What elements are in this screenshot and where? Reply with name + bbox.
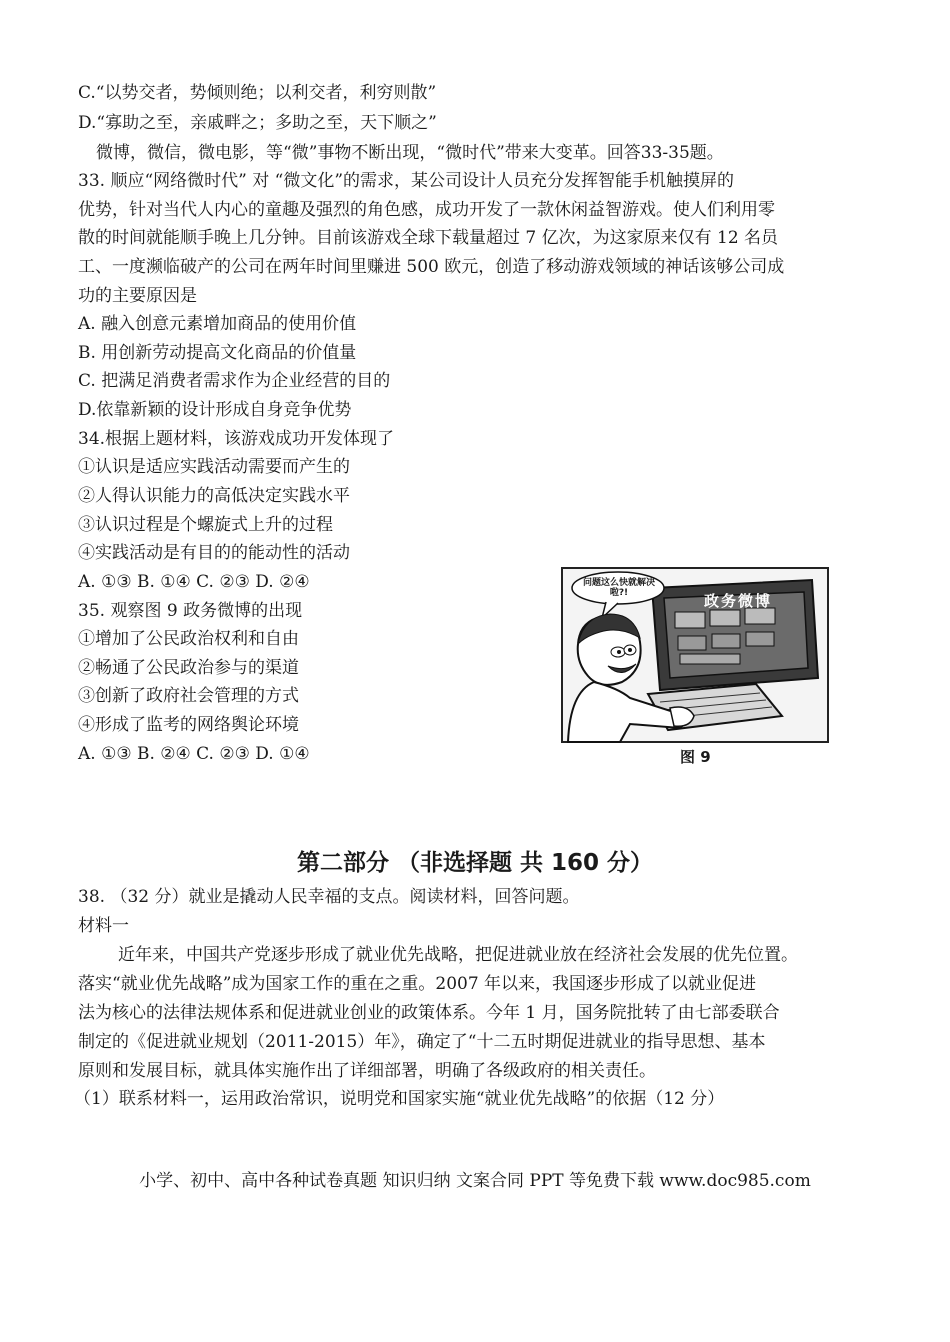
- q33-option-b: B. 用创新劳动提高文化商品的价值量: [78, 343, 357, 363]
- q34-answers: A. ①③ B. ①④ C. ②③ D. ②④: [78, 572, 310, 592]
- option-d-prev: D.“寡助之至，亲戚畔之；多助之至，天下顺之”: [78, 113, 437, 133]
- q35-item-3: ③创新了政府社会管理的方式: [78, 686, 299, 706]
- q35-item-1: ①增加了公民政治权利和自由: [78, 629, 299, 649]
- q34-item-4: ④实践活动是有目的的能动性的活动: [78, 543, 350, 563]
- material-paragraph-line: 近年来，中国共产党逐步形成了就业优先战略，把促进就业放在经济社会发展的优先位置。: [118, 945, 798, 965]
- material-paragraph-line: 落实“就业优先战略”成为国家工作的重在之重。2007 年以来，我国逐步形成了以就业促进: [78, 974, 757, 994]
- q33-stem-line: 33. 顺应“网络微时代” 对 “微文化”的需求，某公司设计人员充分发挥智能手机触摸屏的: [78, 171, 735, 191]
- q33-stem-line: 功的主要原因是: [78, 286, 197, 306]
- q33-stem-line: 散的时间就能顺手晚上几分钟。目前该游戏全球下载量超过 7 亿次，为这家原来仅有 12 名员: [78, 228, 779, 248]
- page-footer: 小学、初中、高中各种试卷真题 知识归纳 文案合同 PPT 等免费下载 www.doc985.com: [139, 1171, 811, 1191]
- material-paragraph-line: 制定的《促进就业规划（2011-2015）年》，确定了“十二五时期促进就业的指导思想、基本: [78, 1032, 766, 1052]
- material-paragraph-line: 原则和发展目标，就具体实施作出了详细部署，明确了各级政府的相关责任。: [78, 1061, 656, 1081]
- q33-stem-line: 工、一度濒临破产的公司在两年时间里赚进 500 欧元，创造了移动游戏领域的神话该够公司成: [78, 257, 785, 277]
- option-c-prev: C.“以势交者，势倾则绝；以利交者，利穷则散”: [78, 83, 437, 103]
- q35-item-2: ②畅通了公民政治参与的渠道: [78, 658, 299, 678]
- figure-caption: 图 9: [680, 748, 711, 766]
- q34-item-3: ③认识过程是个螺旋式上升的过程: [78, 515, 333, 535]
- speech-bubble-text: 问题这么快就解决啦?!: [582, 578, 655, 598]
- q35-item-4: ④形成了监考的网络舆论环境: [78, 715, 299, 735]
- q33-option-c: C. 把满足消费者需求作为企业经营的目的: [78, 371, 391, 391]
- q33-option-d: D.依靠新颖的设计形成自身竞争优势: [78, 400, 352, 420]
- q35-stem: 35. 观察图 9 政务微博的出现: [78, 601, 303, 621]
- part-two-heading: 第二部分 （非选择题 共 160 分）: [296, 850, 654, 876]
- q33-option-a: A. 融入创意元素增加商品的使用价值: [78, 314, 357, 334]
- q34-stem: 34.根据上题材料，该游戏成功开发体现了: [78, 429, 395, 449]
- q38-subquestion-1: （1）联系材料一，运用政治常识，说明党和国家实施“就业优先战略”的依据（12 分）: [74, 1089, 725, 1109]
- material-paragraph-line: 法为核心的法律法规体系和促进就业创业的政策体系。今年 1 月，国务院批转了由七部委联合: [78, 1003, 780, 1023]
- q35-answers: A. ①③ B. ②④ C. ②③ D. ①④: [78, 744, 310, 764]
- q34-item-1: ①认识是适应实践活动需要而产生的: [78, 457, 350, 477]
- q33-stem-line: 优势，针对当代人内心的童趣及强烈的角色感，成功开发了一款休闲益智游戏。使人们利用零: [78, 200, 775, 220]
- figure-9-cartoon: [560, 566, 832, 766]
- section-intro: 微博，微信，微电影，等“微”事物不断出现，“微时代”带来大变革。回答33-35题。: [96, 143, 724, 163]
- q38-stem: 38. （32 分）就业是撬动人民幸福的支点。阅读材料，回答问题。: [78, 887, 580, 907]
- screen-title: 政务微博: [703, 592, 772, 610]
- q34-item-2: ②人得认识能力的高低决定实践水平: [78, 486, 350, 506]
- material-one-label: 材料一: [78, 916, 129, 936]
